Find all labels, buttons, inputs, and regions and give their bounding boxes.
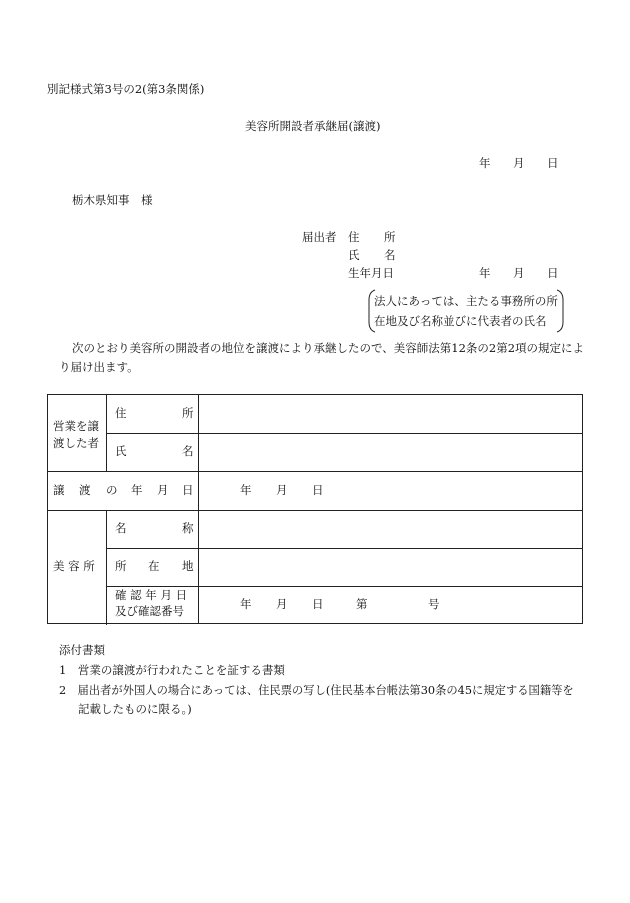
birth-month: 月: [513, 266, 525, 280]
attachment-item-2-line1: 2 届出者が外国人の場合にあっては、住民票の写し(住民基本台帳法第30条の45に規定する国籍等を: [59, 684, 574, 697]
form-number: 別記様式第3号の2(第3条関係): [47, 82, 205, 96]
confirm-number-suffix: 号: [428, 597, 440, 611]
notifier-address-label-1: 住: [348, 230, 360, 244]
attachment-item-1: 1 営業の譲渡が行われたことを証する書類: [59, 663, 285, 677]
confirm-year: 年: [240, 597, 252, 611]
salon-name-label-2: 称: [182, 521, 194, 535]
confirm-number-prefix: 第: [356, 597, 368, 611]
transferor-label-line2: 渡した者: [53, 436, 99, 450]
confirm-label-line2: 及び確認番号: [115, 604, 184, 618]
transfer-day: 日: [312, 483, 324, 497]
date-month: 月: [513, 156, 525, 170]
transferor-label-line1: 営業を譲: [53, 419, 99, 433]
transfer-date-label-5: 日: [182, 483, 194, 497]
attachment-item-2-line2: 記載したものに限る。): [78, 702, 192, 716]
birth-day: 日: [547, 266, 559, 280]
transfer-date-label-0: 譲: [53, 483, 65, 497]
statement-line2: り届け出ます。: [59, 360, 139, 374]
transferor-address-label-2: 所: [182, 406, 194, 420]
notifier-address-label-2: 所: [384, 230, 396, 244]
notifier-name-label-1: 氏: [348, 248, 360, 262]
transfer-year: 年: [240, 483, 252, 497]
transfer-date-label-2: の: [106, 483, 118, 497]
date-year: 年: [479, 156, 491, 170]
confirm-month: 月: [276, 597, 288, 611]
transferor-name-label-1: 氏: [115, 444, 127, 458]
salon-name-label-1: 名: [115, 521, 127, 535]
transfer-date-label-3: 年: [131, 483, 143, 497]
confirm-label-line1: 確 認 年 月 日: [115, 588, 188, 602]
salon-label: 美 容 所: [53, 559, 95, 573]
location-label-2: 地: [182, 559, 194, 573]
attachments-title: 添付書類: [59, 643, 105, 657]
confirm-day: 日: [312, 597, 324, 611]
notifier-name-label-2: 名: [384, 248, 396, 262]
salon-location-field[interactable]: [202, 550, 582, 584]
corp-note-line1: 法人にあっては、主たる事務所の所: [374, 294, 558, 308]
transferor-address-label-1: 住: [115, 406, 127, 420]
transfer-date-label-1: 渡: [79, 483, 91, 497]
addressee: 栃木県知事 様: [72, 193, 153, 207]
birth-year: 年: [479, 266, 491, 280]
notifier-label: 届出者: [302, 230, 337, 244]
corp-note-line2: 在地及び名称並びに代表者の氏名: [374, 314, 547, 328]
statement-line1: 次のとおり美容所の開設者の地位を譲渡により承継したので、美容師法第12条の2第2項の規定によ: [72, 341, 585, 355]
transferor-label: [53, 417, 105, 453]
transferor-address-field[interactable]: [202, 398, 582, 432]
location-label-1: 在: [148, 559, 160, 573]
transfer-date-label-4: 月: [157, 483, 169, 497]
transferor-name-field[interactable]: [202, 436, 582, 470]
transferor-name-label-2: 名: [182, 444, 194, 458]
transfer-month: 月: [276, 483, 288, 497]
salon-name-field[interactable]: [202, 512, 582, 546]
location-label-0: 所: [115, 559, 127, 573]
date-day: 日: [547, 156, 559, 170]
notifier-birth-label: 生年月日: [348, 266, 394, 280]
form-title: 美容所開設者承継届(譲渡): [245, 119, 381, 133]
